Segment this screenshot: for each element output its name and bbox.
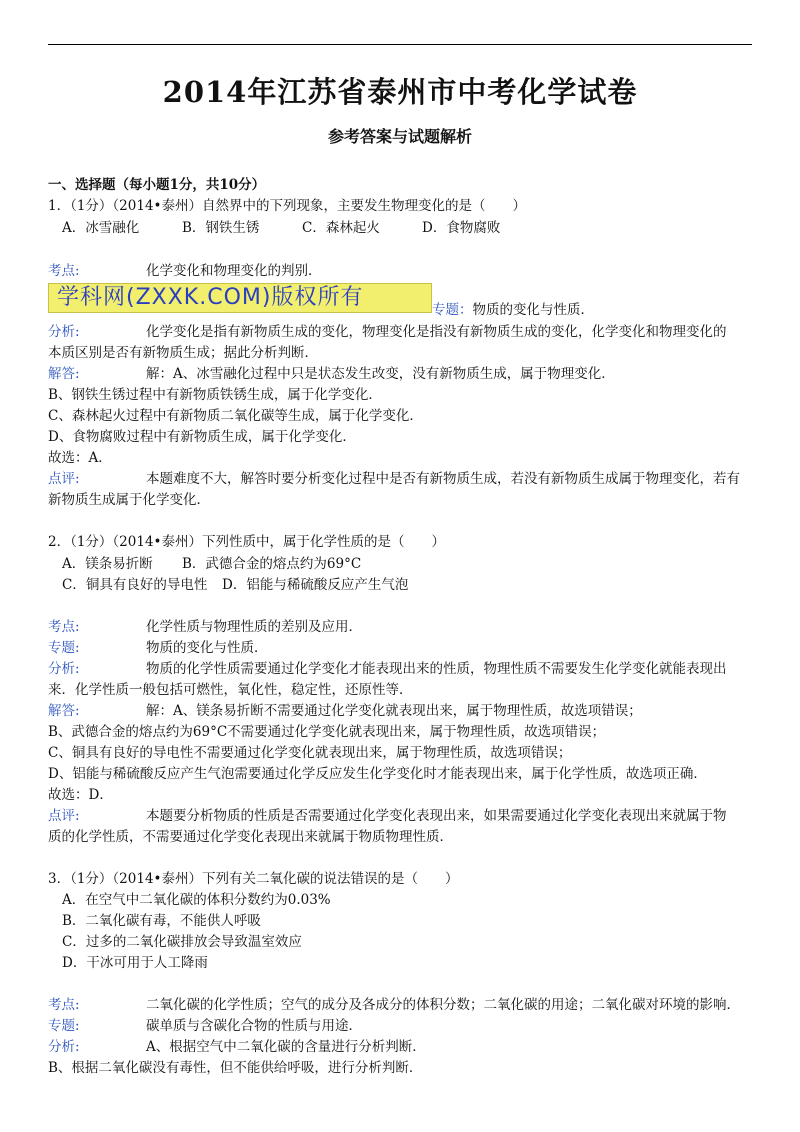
- q3-stem: 3．（1分）（2014•泰州）下列有关二氧化碳的说法错误的是（ ）: [48, 871, 459, 887]
- q3-fenxi-1: A、根据空气中二氧化碳的含量进行分析判断．: [146, 1039, 426, 1055]
- q1-option-b: B．钢铁生锈: [182, 220, 260, 236]
- q2-jieda-2: B、武德合金的熔点约为69°C不需要通过化学变化就表现出来，属于物理性质，故选项错误；: [48, 724, 606, 740]
- q1-zhuanti-inline-label: 专题：: [432, 302, 473, 318]
- q2-jieda-1: 解：A、镁条易折断不需要通过化学变化就表现出来，属于物理性质，故选项错误；: [146, 703, 642, 719]
- q1-jieda-label: 解答:: [48, 366, 80, 382]
- q1-option-a: A．冰雪融化: [62, 220, 140, 236]
- q3-zhuanti: 碳单质与含碳化合物的性质与用途．: [146, 1018, 362, 1034]
- q3-fenxi-2: B、根据二氧化碳没有毒性，但不能供给呼吸，进行分析判断．: [48, 1060, 423, 1076]
- q2-option-d: D．铝能与稀硫酸反应产生气泡: [222, 577, 409, 593]
- q2-fenxi-2: 来．化学性质一般包括可燃性，氧化性，稳定性，还原性等．: [48, 682, 413, 698]
- q1-fenxi-1: 化学变化是指有新物质生成的变化，物理变化是指没有新物质生成的变化，化学变化和物理变化的: [146, 324, 727, 340]
- q1-dianping-1: 本题难度不大，解答时要分析变化过程中是否有新物质生成，若没有新物质生成属于物理变化，若有: [146, 471, 740, 487]
- q1-jieda-1: 解：A、冰雪融化过程中只是状态发生改变，没有新物质生成，属于物理变化．: [146, 366, 615, 382]
- page-title: 2014年江苏省泰州市中考化学试卷: [162, 75, 638, 109]
- q1-jieda-2: B、钢铁生锈过程中有新物质铁锈生成，属于化学变化．: [48, 387, 382, 403]
- q1-kaodian-label: 考点:: [48, 263, 80, 279]
- q1-option-d: D．食物腐败: [422, 220, 501, 236]
- q1-zhuanti: [432, 301, 594, 320]
- q3-zhuanti-label: 专题:: [48, 1018, 80, 1034]
- q1-zhuanti-inline-text: 物质的变化与性质．: [472, 302, 594, 318]
- q1-option-c: C．森林起火: [302, 220, 380, 236]
- q2-jieda-3: C、铜具有良好的导电性不需要通过化学变化就表现出来，属于物理性质，故选项错误；: [48, 745, 572, 761]
- q2-dianping-2: 质的化学性质，不需要通过化学变化表现出来就属于物质物理性质．: [48, 829, 453, 845]
- q2-fenxi-label: 分析:: [48, 661, 80, 677]
- q1-dianping-label: 点评:: [48, 471, 80, 487]
- q2-zhuanti-label: 专题:: [48, 640, 80, 656]
- q2-fenxi-1: 物质的化学性质需要通过化学变化才能表现出来的性质，物理性质不需要发生化学变化就能表现出: [146, 661, 727, 677]
- q3-kaodian-label: 考点:: [48, 997, 80, 1013]
- section-heading: 一、选择题（每小题1分，共10分）: [48, 177, 266, 193]
- q2-dianping-1: 本题要分析物质的性质是否需要通过化学变化表现出来，如果需要通过化学变化表现出来就属于物: [146, 808, 727, 824]
- q1-jieda-3: C、森林起火过程中有新物质二氧化碳等生成，属于化学变化．: [48, 408, 423, 424]
- q3-option-d: D．干冰可用于人工降雨: [62, 955, 208, 971]
- q2-kaodian: 化学性质与物理性质的差别及应用．: [146, 619, 362, 635]
- q1-answer: 故选：A．: [48, 450, 112, 466]
- watermark-banner: 学科网(ZXXK.COM)版权所有: [48, 283, 432, 313]
- q2-stem: 2．（1分）（2014•泰州）下列性质中，属于化学性质的是（ ）: [48, 534, 445, 550]
- q3-option-a: A．在空气中二氧化碳的体积分数约为0.03%: [62, 892, 331, 908]
- q2-jieda-label: 解答:: [48, 703, 80, 719]
- q1-jieda-4: D、食物腐败过程中有新物质生成，属于化学变化．: [48, 429, 356, 445]
- q1-kaodian: 化学变化和物理变化的判别．: [146, 263, 322, 279]
- q3-option-c: C．过多的二氧化碳排放会导致温室效应: [62, 934, 302, 950]
- q2-dianping-label: 点评:: [48, 808, 80, 824]
- q2-option-c: C．铜具有良好的导电性: [62, 577, 208, 593]
- q1-fenxi-2: 本质区别是否有新物质生成；据此分析判断．: [48, 345, 318, 361]
- q2-jieda-4: D、铝能与稀硫酸反应产生气泡需要通过化学反应发生化学变化时才能表现出来，属于化学性质，故选项正确．: [48, 766, 707, 782]
- q2-answer: 故选：D．: [48, 787, 113, 803]
- q2-option-a: A．镁条易折断: [62, 556, 153, 572]
- page-subtitle: 参考答案与试题解析: [327, 127, 472, 146]
- q1-stem: 1．（1分）（2014•泰州）自然界中的下列现象，主要发生物理变化的是（ ）: [48, 198, 526, 214]
- q1-fenxi-label: 分析:: [48, 324, 80, 340]
- q2-kaodian-label: 考点:: [48, 619, 80, 635]
- q2-option-b: B．武德合金的熔点约为69°C: [182, 556, 362, 572]
- q3-option-b: B．二氧化碳有毒，不能供人呼吸: [62, 913, 261, 929]
- q3-fenxi-label: 分析:: [48, 1039, 80, 1055]
- q1-dianping-2: 新物质生成属于化学变化．: [48, 492, 210, 508]
- q2-zhuanti: 物质的变化与性质．: [146, 640, 268, 656]
- header-rule: [48, 44, 752, 45]
- q1-zhuanti-text: [432, 302, 594, 318]
- q3-kaodian: 二氧化碳的化学性质；空气的成分及各成分的体积分数；二氧化碳的用途；二氧化碳对环境的影响．: [146, 997, 740, 1013]
